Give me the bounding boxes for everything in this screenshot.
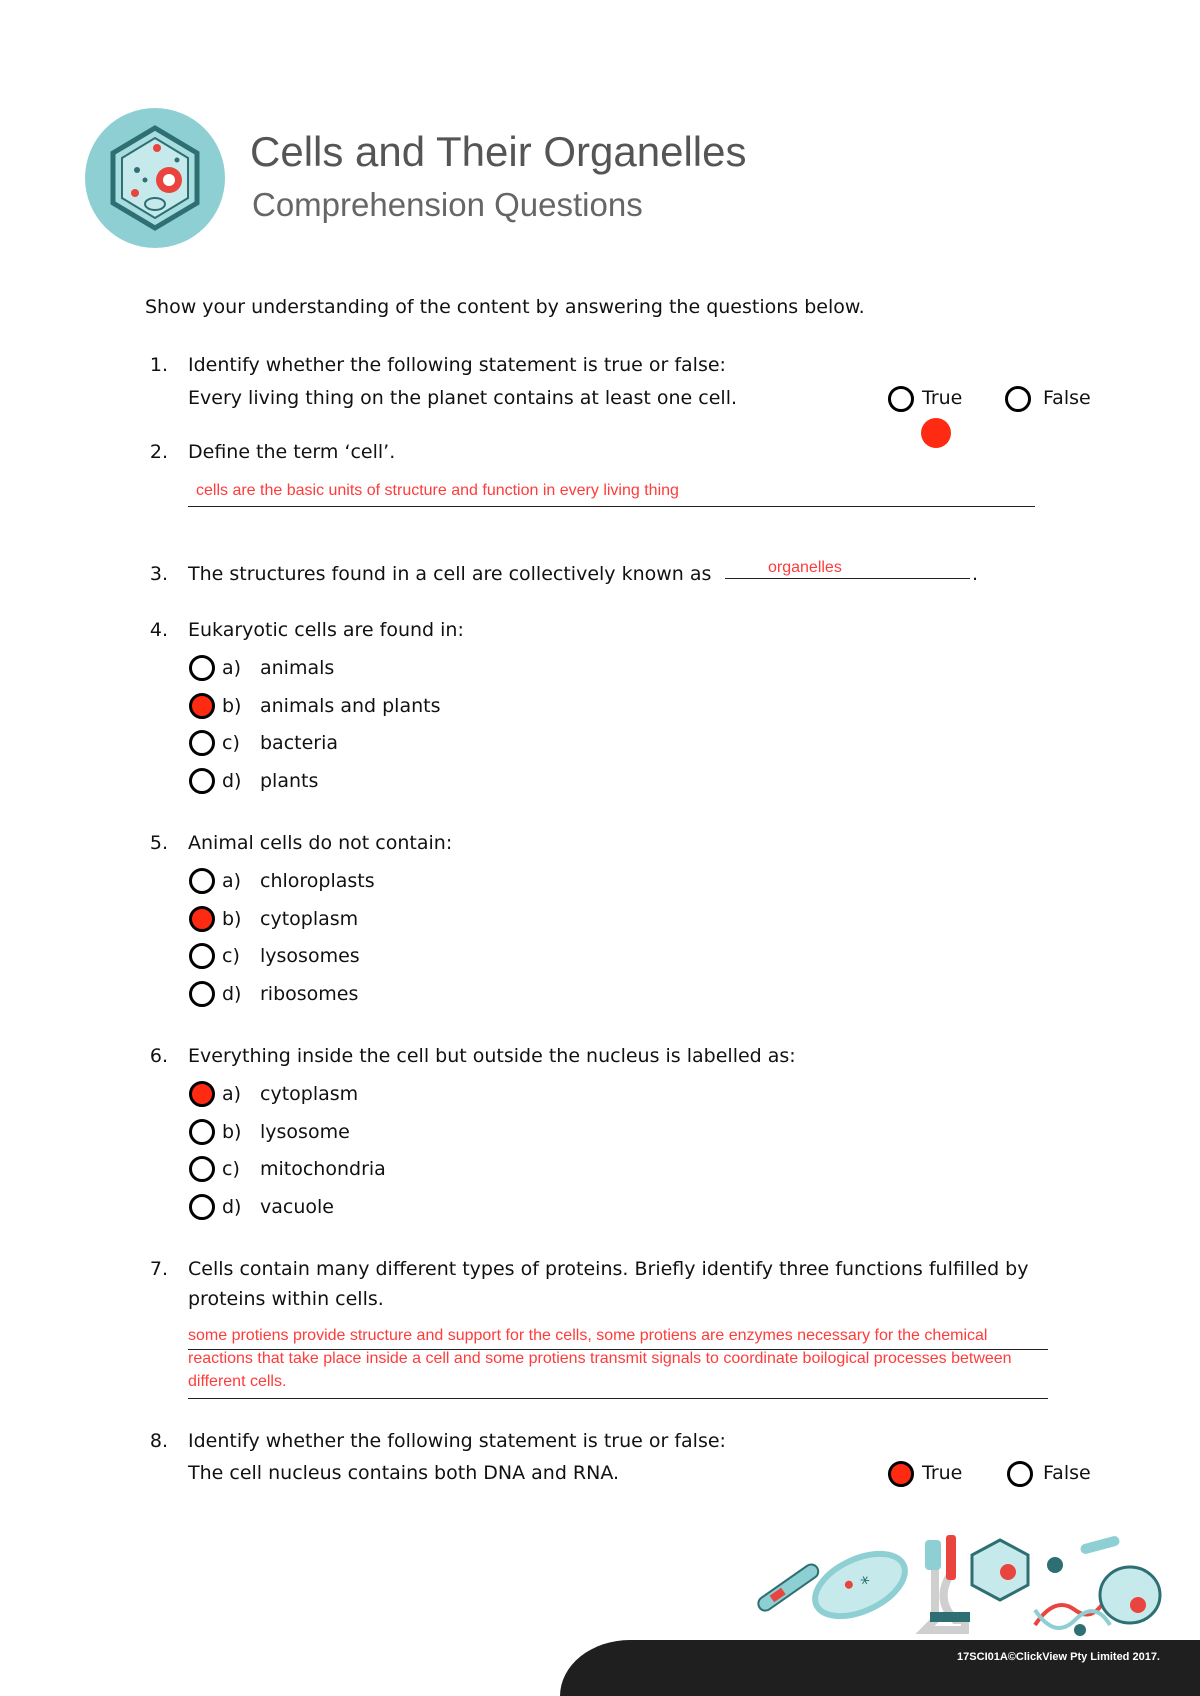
q4-option-c-label: bacteria	[260, 732, 339, 754]
q5-number: 5.	[149, 832, 168, 854]
q5-option-b-label: cytoplasm	[260, 907, 359, 930]
q1-text-line1: Identify whether the following statement is true or false:	[188, 354, 726, 376]
q5-option-a-label: chloroplasts	[260, 870, 375, 892]
q4-option-a-label: animals	[260, 657, 335, 679]
q3-answer-line	[725, 578, 970, 579]
q7-text-line1: Cells contain many different types of proteins. Briefly identify three functions fulfilled by	[188, 1258, 1029, 1280]
q3-period: .	[972, 563, 979, 585]
q6-number: 6.	[149, 1045, 168, 1067]
q1-text-line2: Every living thing on the planet contains at least one cell.	[188, 387, 738, 409]
q2-answer-line	[188, 506, 1035, 507]
q2-answer-field[interactable]: cells are the basic units of structure and function in every living thing	[196, 482, 679, 499]
q4-option-c-letter: c)	[222, 732, 240, 754]
q4-option-b-radio[interactable]	[189, 693, 215, 719]
q5-option-c-letter: c)	[222, 945, 240, 967]
q5-option-d-radio[interactable]	[189, 981, 215, 1007]
q3-number: 3.	[149, 563, 168, 585]
q4-number: 4.	[149, 619, 168, 641]
q4-option-a-radio[interactable]	[189, 655, 215, 681]
q6-option-d-label: vacuole	[260, 1195, 334, 1218]
q6-option-a-letter: a)	[222, 1083, 242, 1105]
q8-true-radio[interactable]	[888, 1461, 914, 1487]
svg-text:*: *	[858, 1572, 876, 1596]
q5-option-c-radio[interactable]	[189, 943, 215, 969]
q6-option-b-label: lysosome	[260, 1120, 350, 1143]
footer-copyright: 17SCI01A©ClickView Pty Limited 2017.	[957, 1651, 1160, 1663]
microbiology-illustration-icon	[750, 1530, 1170, 1645]
q5-option-d-label: ribosomes	[260, 982, 359, 1005]
q1-true-radio[interactable]	[888, 386, 914, 412]
q1-false-radio[interactable]	[1005, 386, 1031, 412]
q2-number: 2.	[149, 441, 168, 463]
q2-text: Define the term ‘cell’.	[188, 441, 396, 463]
q7-number: 7.	[149, 1258, 168, 1280]
q6-option-a-radio[interactable]	[189, 1081, 215, 1107]
q6-text: Everything inside the cell but outside the nucleus is labelled as:	[188, 1045, 796, 1067]
q8-number: 8.	[149, 1430, 168, 1452]
q7-answer-line2[interactable]: reactions that take place inside a cell and some protiens transmit signals to coordinate boilogical processes between	[188, 1350, 1012, 1367]
q8-true-label: True	[922, 1462, 963, 1484]
q5-option-a-letter: a)	[222, 870, 242, 892]
q7-answer-rule2	[188, 1398, 1048, 1399]
q6-option-c-label: mitochondria	[260, 1158, 386, 1180]
page-title: Cells and Their Organelles	[250, 128, 747, 175]
q4-text: Eukaryotic cells are found in:	[188, 619, 464, 641]
q5-text: Animal cells do not contain:	[188, 832, 453, 854]
q7-text-line2: proteins within cells.	[188, 1288, 384, 1310]
q7-answer-line1[interactable]: some protiens provide structure and support for the cells, some protiens are enzymes necessary for the chemical	[188, 1327, 988, 1344]
q5-option-c-label: lysosomes	[260, 945, 360, 967]
intro-text: Show your understanding of the content by answering the questions below.	[145, 296, 865, 318]
stray-answer-mark	[921, 418, 951, 448]
q6-option-b-letter: b)	[222, 1120, 242, 1143]
q8-text-line2: The cell nucleus contains both DNA and RNA.	[188, 1462, 620, 1484]
q4-option-d-radio[interactable]	[189, 768, 215, 794]
q8-false-label: False	[1043, 1462, 1091, 1484]
footer-band	[560, 1640, 1200, 1696]
q6-option-d-letter: d)	[222, 1195, 242, 1218]
q4-option-d-label: plants	[260, 769, 319, 792]
q4-option-a-letter: a)	[222, 657, 242, 679]
q8-text-line1: Identify whether the following statement is true or false:	[188, 1430, 726, 1452]
q5-option-b-radio[interactable]	[189, 906, 215, 932]
q1-false-label: False	[1043, 387, 1091, 409]
q6-option-c-radio[interactable]	[189, 1156, 215, 1182]
q4-option-b-letter: b)	[222, 694, 242, 717]
q3-text: The structures found in a cell are collectively known as	[188, 563, 712, 585]
q5-option-a-radio[interactable]	[189, 868, 215, 894]
q8-false-radio[interactable]	[1007, 1461, 1033, 1487]
q4-option-b-label: animals and plants	[260, 694, 441, 717]
cell-logo-icon	[85, 108, 225, 248]
page-subtitle: Comprehension Questions	[252, 186, 643, 223]
q3-answer-field[interactable]: organelles	[768, 559, 842, 576]
q5-option-b-letter: b)	[222, 907, 242, 930]
q5-option-d-letter: d)	[222, 982, 242, 1005]
q6-option-b-radio[interactable]	[189, 1119, 215, 1145]
q6-option-c-letter: c)	[222, 1158, 240, 1180]
q1-true-label: True	[922, 387, 963, 409]
q4-option-c-radio[interactable]	[189, 730, 215, 756]
q6-option-d-radio[interactable]	[189, 1194, 215, 1220]
q1-number: 1.	[149, 354, 168, 376]
q4-option-d-letter: d)	[222, 769, 242, 792]
q7-answer-line3[interactable]: different cells.	[188, 1373, 287, 1390]
q6-option-a-label: cytoplasm	[260, 1083, 359, 1105]
